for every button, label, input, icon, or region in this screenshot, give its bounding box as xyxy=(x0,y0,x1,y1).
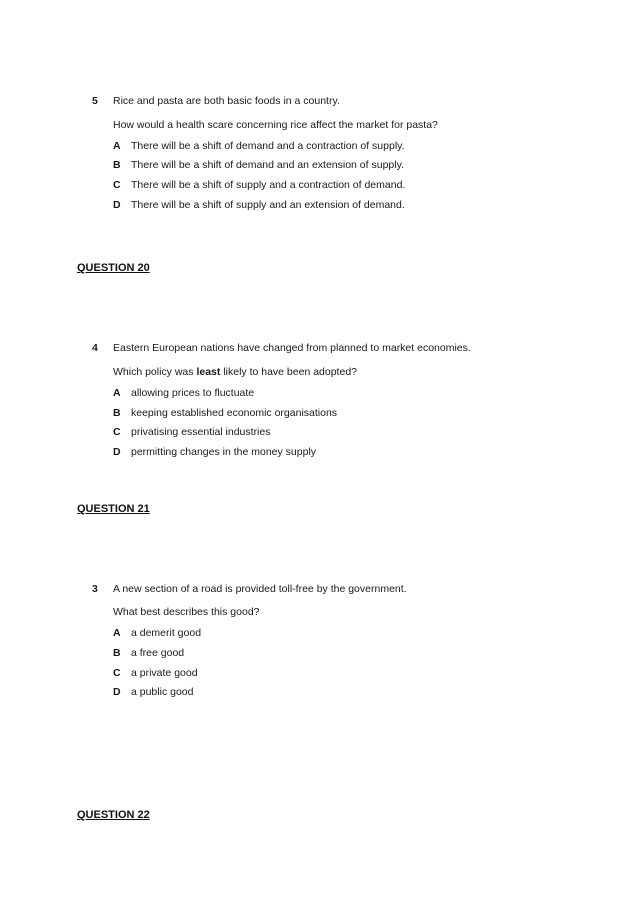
question-prompt: How would a health scare concerning rice affect the market for pasta? xyxy=(113,119,438,131)
option-text: a free good xyxy=(131,647,185,659)
option-letter: D xyxy=(113,446,121,458)
option-letter: A xyxy=(113,140,121,152)
question-stem: A new section of a road is provided toll-free by the government. xyxy=(113,583,407,595)
option-text: allowing prices to fluctuate xyxy=(131,387,255,399)
question-number: 4 xyxy=(92,342,98,354)
option-letter: A xyxy=(113,627,121,639)
question-number: 5 xyxy=(92,95,98,107)
option-text: permitting changes in the money supply xyxy=(131,446,317,458)
question-prompt-emphasis: least xyxy=(196,366,221,378)
option-letter: B xyxy=(113,647,121,659)
option-text: There will be a shift of supply and a contraction of demand. xyxy=(131,179,406,191)
question-stem: Eastern European nations have changed from planned to market economies. xyxy=(113,342,471,354)
option-letter: C xyxy=(113,179,121,191)
option-text: keeping established economic organisations xyxy=(131,407,338,419)
option-text: privatising essential industries xyxy=(131,426,271,438)
section-heading: QUESTION 22 xyxy=(77,809,150,821)
option-letter: A xyxy=(113,387,121,399)
option-text: There will be a shift of supply and an extension of demand. xyxy=(131,199,405,211)
question-prompt-start: Which policy was xyxy=(113,366,197,378)
question-prompt: What best describes this good? xyxy=(113,606,260,618)
option-letter: D xyxy=(113,199,121,211)
option-letter: B xyxy=(113,407,121,419)
question-number: 3 xyxy=(92,583,98,595)
section-heading: QUESTION 21 xyxy=(77,503,150,515)
question-prompt-end: likely to have been adopted? xyxy=(220,366,357,378)
option-letter: B xyxy=(113,159,121,171)
option-text: a demerit good xyxy=(131,627,202,639)
option-letter: D xyxy=(113,686,121,698)
option-text: a public good xyxy=(131,686,194,698)
question-prompt xyxy=(113,366,357,378)
section-heading: QUESTION 20 xyxy=(77,262,150,274)
option-text: a private good xyxy=(131,667,198,679)
option-text: There will be a shift of demand and an extension of supply. xyxy=(131,159,404,171)
option-letter: C xyxy=(113,667,121,679)
question-stem: Rice and pasta are both basic foods in a country. xyxy=(113,95,340,107)
option-letter: C xyxy=(113,426,121,438)
option-text: There will be a shift of demand and a contraction of supply. xyxy=(131,140,405,152)
